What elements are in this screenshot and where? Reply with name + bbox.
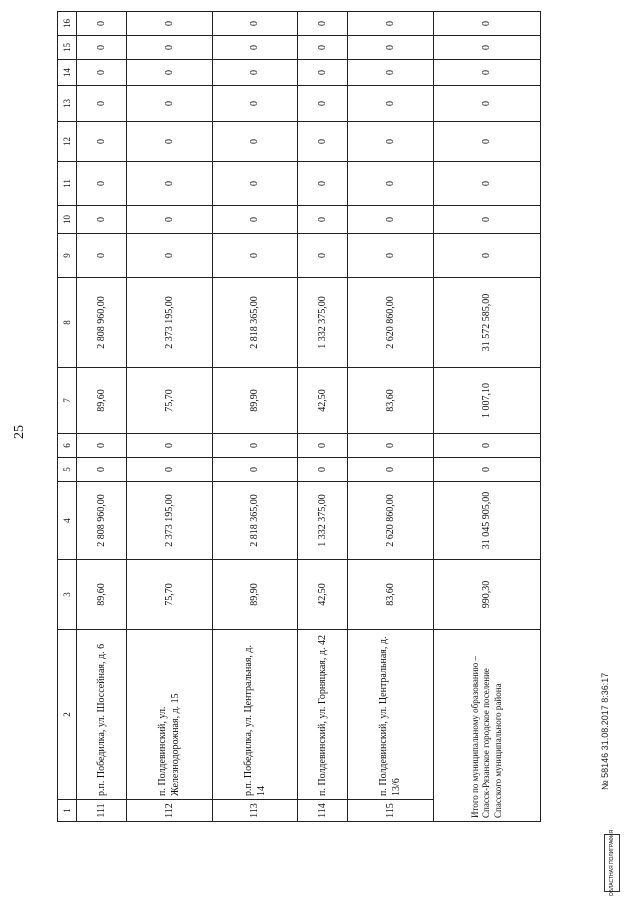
row-number: 111 bbox=[77, 800, 127, 822]
table-row bbox=[212, 12, 298, 822]
page-number: 25 bbox=[12, 425, 27, 439]
row-number: 113 bbox=[212, 800, 298, 822]
value-cell-c13: 0 bbox=[126, 86, 212, 122]
value-cell-c15: 0 bbox=[77, 36, 127, 60]
value-cell-c9: 0 bbox=[126, 234, 212, 278]
value-cell-c3: 89,60 bbox=[77, 560, 127, 630]
value-cell-c4: 2 620 860,00 bbox=[348, 482, 434, 560]
table-row bbox=[126, 12, 212, 822]
value-cell-c16: 0 bbox=[126, 12, 212, 36]
value-cell-c15: 0 bbox=[298, 36, 348, 60]
row-number: 115 bbox=[348, 800, 434, 822]
value-cell-c4: 2 818 365,00 bbox=[212, 482, 298, 560]
value-cell-c11: 0 bbox=[348, 162, 434, 206]
value-cell-c10: 0 bbox=[126, 206, 212, 234]
value-cell-c14: 0 bbox=[348, 60, 434, 86]
value-cell-c16: 0 bbox=[212, 12, 298, 36]
value-cell-c12: 0 bbox=[348, 122, 434, 162]
header-row bbox=[58, 12, 77, 822]
value-cell-c7: 89,90 bbox=[212, 368, 298, 434]
total-cell-c7: 1 007,10 bbox=[433, 368, 540, 434]
total-cell-c10: 0 bbox=[433, 206, 540, 234]
column-header-3: 3 bbox=[58, 560, 77, 630]
value-cell-c6: 0 bbox=[212, 434, 298, 458]
rotated-table-wrapper bbox=[57, 20, 541, 822]
column-header-1: 1 bbox=[58, 800, 77, 822]
total-cell-c16: 0 bbox=[433, 12, 540, 36]
column-header-2: 2 bbox=[58, 630, 77, 800]
row-number: 114 bbox=[298, 800, 348, 822]
value-cell-c12: 0 bbox=[298, 122, 348, 162]
total-cell-c11: 0 bbox=[433, 162, 540, 206]
value-cell-c9: 0 bbox=[77, 234, 127, 278]
value-cell-c11: 0 bbox=[126, 162, 212, 206]
value-cell-c8: 2 818 365,00 bbox=[212, 278, 298, 368]
value-cell-c10: 0 bbox=[77, 206, 127, 234]
value-cell-c4: 2 373 195,00 bbox=[126, 482, 212, 560]
table-row bbox=[348, 12, 434, 822]
value-cell-c7: 83,60 bbox=[348, 368, 434, 434]
registration-stamp-text: № 58146 31.08.2017 8:36:17 bbox=[600, 672, 610, 790]
value-cell-c4: 2 808 960,00 bbox=[77, 482, 127, 560]
total-cell-c15: 0 bbox=[433, 36, 540, 60]
value-cell-c10: 0 bbox=[298, 206, 348, 234]
column-header-9: 9 bbox=[58, 234, 77, 278]
row-number: 112 bbox=[126, 800, 212, 822]
table-row bbox=[298, 12, 348, 822]
column-header-10: 10 bbox=[58, 206, 77, 234]
address-cell: п. Полдевинский, ул. Горняцкая, д. 42 bbox=[298, 630, 348, 800]
total-label: Итого по муниципальному образованию – Спасск-Рязанское городское поселение Спасского муниципального района bbox=[433, 630, 540, 822]
stamp-logo-label: ОБЛАСТНАЯ ПОЛИГРАФИЯ bbox=[609, 829, 615, 897]
value-cell-c6: 0 bbox=[348, 434, 434, 458]
value-cell-c15: 0 bbox=[212, 36, 298, 60]
value-cell-c10: 0 bbox=[348, 206, 434, 234]
value-cell-c8: 2 620 860,00 bbox=[348, 278, 434, 368]
column-header-8: 8 bbox=[58, 278, 77, 368]
total-cell-c8: 31 572 585,00 bbox=[433, 278, 540, 368]
total-cell-c5: 0 bbox=[433, 458, 540, 482]
data-table bbox=[57, 11, 541, 822]
value-cell-c5: 0 bbox=[126, 458, 212, 482]
total-cell-c3: 990,30 bbox=[433, 560, 540, 630]
value-cell-c5: 0 bbox=[298, 458, 348, 482]
value-cell-c13: 0 bbox=[212, 86, 298, 122]
value-cell-c7: 89,60 bbox=[77, 368, 127, 434]
value-cell-c5: 0 bbox=[212, 458, 298, 482]
column-header-14: 14 bbox=[58, 60, 77, 86]
value-cell-c7: 42,50 bbox=[298, 368, 348, 434]
address-cell: р.п. Победилка, ул. Шоссейная, д. 6 bbox=[77, 630, 127, 800]
column-header-4: 4 bbox=[58, 482, 77, 560]
column-header-11: 11 bbox=[58, 162, 77, 206]
column-header-15: 15 bbox=[58, 36, 77, 60]
column-header-5: 5 bbox=[58, 458, 77, 482]
total-cell-c4: 31 045 905,00 bbox=[433, 482, 540, 560]
value-cell-c11: 0 bbox=[77, 162, 127, 206]
total-cell-c9: 0 bbox=[433, 234, 540, 278]
value-cell-c13: 0 bbox=[298, 86, 348, 122]
total-cell-c13: 0 bbox=[433, 86, 540, 122]
column-header-6: 6 bbox=[58, 434, 77, 458]
value-cell-c14: 0 bbox=[126, 60, 212, 86]
value-cell-c3: 75,70 bbox=[126, 560, 212, 630]
value-cell-c7: 75,70 bbox=[126, 368, 212, 434]
value-cell-c16: 0 bbox=[298, 12, 348, 36]
column-header-16: 16 bbox=[58, 12, 77, 36]
value-cell-c9: 0 bbox=[212, 234, 298, 278]
value-cell-c12: 0 bbox=[126, 122, 212, 162]
value-cell-c6: 0 bbox=[298, 434, 348, 458]
value-cell-c6: 0 bbox=[126, 434, 212, 458]
total-cell-c14: 0 bbox=[433, 60, 540, 86]
value-cell-c8: 1 332 375,00 bbox=[298, 278, 348, 368]
value-cell-c3: 42,50 bbox=[298, 560, 348, 630]
value-cell-c3: 83,60 bbox=[348, 560, 434, 630]
address-cell: р.п. Победилка, ул. Центральная, д. 14 bbox=[212, 630, 298, 800]
value-cell-c4: 1 332 375,00 bbox=[298, 482, 348, 560]
value-cell-c8: 2 808 960,00 bbox=[77, 278, 127, 368]
total-cell-c12: 0 bbox=[433, 122, 540, 162]
value-cell-c6: 0 bbox=[77, 434, 127, 458]
value-cell-c11: 0 bbox=[298, 162, 348, 206]
value-cell-c12: 0 bbox=[77, 122, 127, 162]
address-cell: п. Полдевинский, ул. Железнодорожная, д. 15 bbox=[126, 630, 212, 800]
value-cell-c12: 0 bbox=[212, 122, 298, 162]
value-cell-c5: 0 bbox=[348, 458, 434, 482]
value-cell-c10: 0 bbox=[212, 206, 298, 234]
stamp-logo bbox=[604, 829, 620, 897]
total-row bbox=[433, 12, 540, 822]
value-cell-c15: 0 bbox=[126, 36, 212, 60]
value-cell-c16: 0 bbox=[77, 12, 127, 36]
column-header-13: 13 bbox=[58, 86, 77, 122]
value-cell-c3: 89,90 bbox=[212, 560, 298, 630]
value-cell-c14: 0 bbox=[298, 60, 348, 86]
value-cell-c14: 0 bbox=[212, 60, 298, 86]
column-header-7: 7 bbox=[58, 368, 77, 434]
column-header-12: 12 bbox=[58, 122, 77, 162]
value-cell-c13: 0 bbox=[77, 86, 127, 122]
value-cell-c9: 0 bbox=[348, 234, 434, 278]
table-row bbox=[77, 12, 127, 822]
value-cell-c11: 0 bbox=[212, 162, 298, 206]
value-cell-c14: 0 bbox=[77, 60, 127, 86]
address-cell: п. Полдевинский, ул. Центральная, д. 13/6 bbox=[348, 630, 434, 800]
value-cell-c16: 0 bbox=[348, 12, 434, 36]
value-cell-c15: 0 bbox=[348, 36, 434, 60]
value-cell-c5: 0 bbox=[77, 458, 127, 482]
total-cell-c6: 0 bbox=[433, 434, 540, 458]
value-cell-c9: 0 bbox=[298, 234, 348, 278]
value-cell-c13: 0 bbox=[348, 86, 434, 122]
value-cell-c8: 2 373 195,00 bbox=[126, 278, 212, 368]
